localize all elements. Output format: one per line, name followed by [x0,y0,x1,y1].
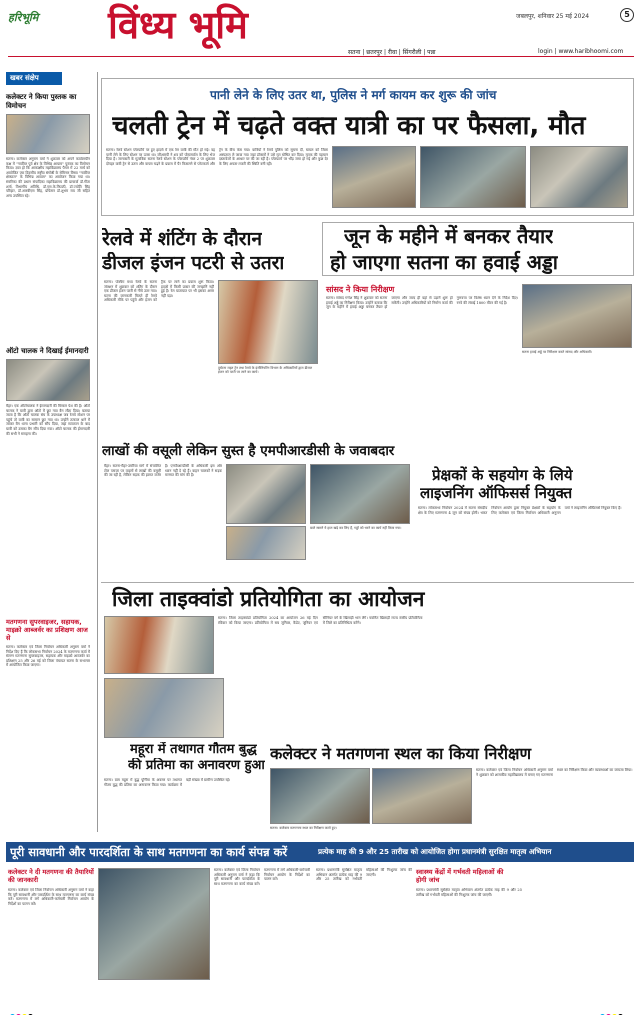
story10-body: सतना। प्रधानमंत्री सुरक्षित मातृत्व अभियान अंतर्गत प्रत्येक माह की 9 और 25 तारीख को गर्भवती महिलाओं की निःशुल्क जांच की जाएगी। [316,868,412,882]
print-registration-marks-right [600,1004,624,1015]
sidebar [6,72,94,832]
dateline: जबलपुर, शनिवार 25 मई 2024 [516,13,590,20]
story4-body: मैहर। सतना-मैहर-उमरिया मार्ग में संचालित टोल प्लाजा पर वाहनों से लाखों की वसूली की जा रही है, लेकिन सड़क की हालत जर्जर है। एमपीआरडीसी के अधिकारी इस ओर ध्यान नहीं दे रहे हैं। वाहन चालकों ने सड़क मरम्मत की मांग की है। [104,464,222,478]
story7-headline-1: महूरा में तथागत गौतम बुद्ध [130,742,257,757]
story4-photo-3 [310,464,410,524]
story4-caption: बाले सामने ये हाल खड़े कर लिए हैं, गड्ढों को भरने का कार्य नहीं किया गया। [310,526,402,530]
story6-headline: जिला ताइक्वांडो प्रतियोगिता का आयोजन [112,587,425,611]
sidebar-item1-photo [6,114,90,154]
sections-nav: सतना | छतरपुर | रीवा | सिंगरौली | पन्ना [348,49,436,56]
story8-caption: सतना। कलेक्टर मतगणना स्थल का निरीक्षण करते हुए। [270,826,337,830]
story10-sub: स्वास्थ्य केंद्रों में गर्भवती महिलाओं की होगी जांच [416,868,504,884]
story3-body: सतना। सांसद गणेश सिंह ने शुक्रवार को सतना हवाई अड्डे का निरीक्षण किया। उन्होंने बताया कि जून के महीने में हवाई अड्डा बनकर तैयार हो जाएगा और जल्द ही यहां से उड़ानें शुरू हो सकेंगी। उन्होंने अधिकारियों को निर्माण कार्य की गुणवत्ता पर विशेष ध्यान देने के निर्देश दिए। रनवे की लंबाई 1800 मीटर की गई है। [326,296,518,310]
story7-headline-2: की प्रतिमा का अनावरण हुआ [128,758,265,773]
lead-photo-3 [530,146,628,208]
story2-caption: दुर्घटना राहत ट्रेन तथा रेलवे के इंजीनियरिंग विभाग के अधिकारियों द्वारा डीजल इंजन को पटरी पर लाने का कार्य। [218,366,313,375]
story7-photo [104,678,224,738]
story3-headline-1: जून के महीने में बनकर तैयार [344,224,554,248]
story8-headline: कलेक्टर ने मतगणना स्थल का किया निरीक्षण [270,744,532,763]
story10-body-2: सतना। प्रधानमंत्री सुरक्षित मातृत्व अभियान अंतर्गत प्रत्येक माह की 9 और 25 तारीख को गर्भवती महिलाओं की निःशुल्क जांच की जाएगी। [416,888,522,897]
story9-headline: पूरी सावधानी और पारदर्शिता के साथ मतगणना का कार्य संपन्न करें [10,845,288,859]
print-registration-marks [10,1004,34,1015]
story7-body: सतना। ग्राम महूरा में बुद्ध पूर्णिमा के अवसर पर तथागत गौतम बुद्ध की प्रतिमा का अनावरण किया गया। कार्यक्रम में बड़ी संख्या में ग्रामीण उपस्थित रहे। [104,778,231,787]
story3-subhead: सांसद ने किया निरीक्षण [326,285,395,294]
story6-body: सतना। जिला ताइक्वांडो प्रतियोगिता 2024 का आयोजन 26 मई दिन रविवार को किया जाएगा। प्रतियोगिता में सब जूनियर, कैडेट, जूनियर एवं सीनियर वर्ग के खिलाड़ी भाग लेंगे। चयनित खिलाड़ी राज्य स्तरीय प्रतियोगिता में जिले का प्रतिनिधित्व करेंगे। [218,616,423,625]
story4-headline: लाखों की वसूली लेकिन सुस्त है एमपीआरडीसी के जवाबदार [102,443,395,459]
story2-headline-1: रेलवे में शंटिंग के दौरान [102,228,262,250]
story5-headline-2: लाइजनिंग ऑफिसर्स नियुक्त [420,484,573,502]
story2-photo [218,280,318,364]
story8-body: सतना। कलेक्टर एवं जिला निर्वाचन अधिकारी अनुराग वर्मा ने शुक्रवार को शासकीय महाविद्यालय में बनाए गए मतगणना स्थल का निरीक्षण किया और व्यवस्थाओं का जायजा लिया। [476,768,633,777]
story9-sub: कलेक्टर ने दी मतगणना की तैयारियों की जानकारी [8,868,94,884]
story6-photo [104,616,214,674]
story9-body-2: सतना। कलेक्टर एवं जिला निर्वाचन अधिकारी अनुराग वर्मा ने कहा कि पूरी सावधानी और पारदर्शिता के साथ मतगणना का कार्य संपन्न करें। मतगणना में लगे अधिकारी-कर्मचारी निर्वाचन आयोग के निर्देशों का पालन करें। [214,868,310,886]
brand-name: हरिभूमि [8,11,39,24]
story2-body: सतना। पश्चिम मध्य रेलवे के सतना जंक्शन में शुक्रवार को शंटिंग के दौरान एक डीजल इंजन पटरी से नीचे उतर गया। घटना की जानकारी मिलते ही रेलवे अधिकारी मौके पर पहुंचे और इंजन को ट्रैक पर लाने का प्रयास शुरू किया। हादसे में किसी प्रकार की जनहानि नहीं हुई है। रेल यातायात पर भी इसका असर नहीं पड़ा। [104,280,214,303]
story9-photo [98,868,210,980]
lead-kicker: पानी लेने के लिए उतर था, पुलिस ने मर्ग कायम कर शुरू की जांच [210,88,497,102]
story4-photo-1 [226,464,306,524]
sidebar-item2-photo [6,359,90,401]
sidebar-item1-title: कलेक्टर ने किया पुस्तक का विमोचन [6,93,77,110]
story4-photo-2 [226,526,306,560]
login-link[interactable]: login | www.haribhoomi.com [538,48,624,55]
story3-headline-2: हो जाएगा सतना का हवाई अड्डा [330,250,558,274]
story8-photo-1 [270,768,370,824]
brand-logo [8,6,56,24]
lead-body: सतना। रेलवे स्टेशन प्लेटफॉर्म पर हुए हादसे में एक रेल यात्री की मौत हो गई। वह पानी लेने के लिए स्टेशन पर उतरा था। जीआरपी ने शव को पोस्टमार्टम के लिए भेज दिया है। जानकारी के मुताबिक सतना रेलवे स्टेशन के प्लेटफॉर्म नंबर 2 पर शुक्रवार दोपहर यात्री ट्रेन से उतरा और वापस चढ़ने के प्रयास में पैर फिसलने से प्लेटफार्म और ट्रेन के बीच फंस गया। यात्रियों ने रेलवे पुलिस को सूचना दी, घायल को जिला अस्पताल ले जाया गया जहां डॉक्टरों ने उसे मृत घोषित कर दिया। मृतक की पहचान दस्तावेजों के आधार पर की जा रही है। प्लेटफार्म पर भीड़ जमा हो गई और कुछ देर के लिए अफरा-तफरी की स्थिति बनी रही। [106,148,328,166]
sidebar-item2-title: ऑटो चालक ने दिखाई ईमानदारी [6,347,89,355]
sidebar-divider [97,72,98,832]
sidebar-header [6,72,62,85]
story9-body: सतना। कलेक्टर एवं जिला निर्वाचन अधिकारी अनुराग वर्मा ने कहा कि पूरी सावधानी और पारदर्शिता के साथ मतगणना का कार्य संपन्न करें। मतगणना में लगे अधिकारी-कर्मचारी निर्वाचन आयोग के निर्देशों का पालन करें। [8,888,94,906]
lead-photo-1 [332,146,416,208]
sidebar-item3-title: मतगणना सुपरवाइजर, सहायक, माइक्रो आब्जर्वर का प्रशिक्षण आज से [6,618,88,642]
sidebar-item3-body: सतना। कलेक्टर एवं जिला निर्वाचन अधिकारी अनुराग वर्मा ने निर्देश दिए हैं कि लोकसभा निर्वाचन 2024 के मतगणना कार्य में संलग्न मतगणना सुपरवाइजर, सहायक और माइक्रो आब्जर्वर का प्रशिक्षण 25 और 26 मई को जिला पंचायत सतना के सभागार में आयोजित किया जाएगा। [6,645,90,668]
lead-photo-2 [420,146,526,208]
lead-headline: चलती ट्रेन में चढ़ते वक्त यात्री का पर फैसला, मौत [112,111,586,141]
page-number-label: 5 [624,10,630,19]
story3-caption: सतना हवाई अड्डे पर निरीक्षण करते सांसद और अधिकारी। [522,350,593,354]
story5-body: सतना। लोकसभा निर्वाचन 2024 में सतना संसदीय क्षेत्र के लिए मतगणना 4 जून को संपन्न होगी। भारत निर्वाचन आयोग द्वारा नियुक्त प्रेक्षकों के सहयोग के लिए कलेक्टर एवं जिला निर्वाचन अधिकारी अनुराग वर्मा ने लाइजनिंग ऑफिसर्स नियुक्त किए हैं। [418,506,622,515]
sidebar-item2-body: मैहर। एक ऑटोचालक ने ईमानदारी की मिसाल पेश की है। ऑटो चालक ने यात्री द्वारा ऑटो में छूट गया बैग लौटा दिया। बताया जाता है कि ऑटो चालक संघ के उपाध्यक्ष जब रेलवे स्टेशन पर पहुंचे तो यात्री का सामान छूट गया था। उन्होंने तत्काल थाने में जाकर बैग थाना प्रभारी को सौंप दिया, जहां सत्यापन के बाद यात्री को उसका बैग सौंप दिया गया। ऑटो चालक की ईमानदारी की सभी ने सराहना की। [6,404,90,436]
story5-headline-1: प्रेक्षकों के सहयोग के लिये [432,466,573,484]
story3-photo [522,284,632,348]
sidebar-item1-body: सतना। कलेक्टर अनुराग वर्मा ने शुक्रवार को अपने कार्यालयीन कक्ष में "नववित्त पूर्व क्षेत्र के विभिन्न आयाम" पुस्तक का विमोचन किया। ज्ञात हो कि आकांक्षीय महाविद्यालय पैनल में 22 मार्च को आयोजित एक दिवसीय राष्ट्रीय संगोष्ठी के सेमिनार विषय "नववित्त क्षेत्रफल" के विभिन्न आयाम" का आयोजन किया गया था। स्मारिका की प्रधान संपादिका महाविद्यालय की प्राचार्या डॉ.गीता शर्मा, विभागीय अतिथि, डॉ.एस.के.त्रिपाठी, डॉ.ज्योति सिंह परिहार, डॉ.आरबीएस सिंह, प्रोफेसर डॉ.शुभम राय जी सहित अन्य उपस्थित रहे। [6,157,90,198]
story2-headline-2: डीजल इंजन पटरी से उतरा [102,252,285,274]
masthead-title: विंध्य भूमि [108,2,248,47]
page-number [620,8,634,22]
story10-headline: प्रत्येक माह की 9 और 25 तारीख को आयोजित होगा प्रधानमंत्री सुरक्षित मातृत्व अभियान [318,847,552,856]
story6-top-rule [101,582,634,583]
story8-photo-2 [372,768,472,824]
sidebar-header-label: खबर संक्षेप [10,74,39,82]
